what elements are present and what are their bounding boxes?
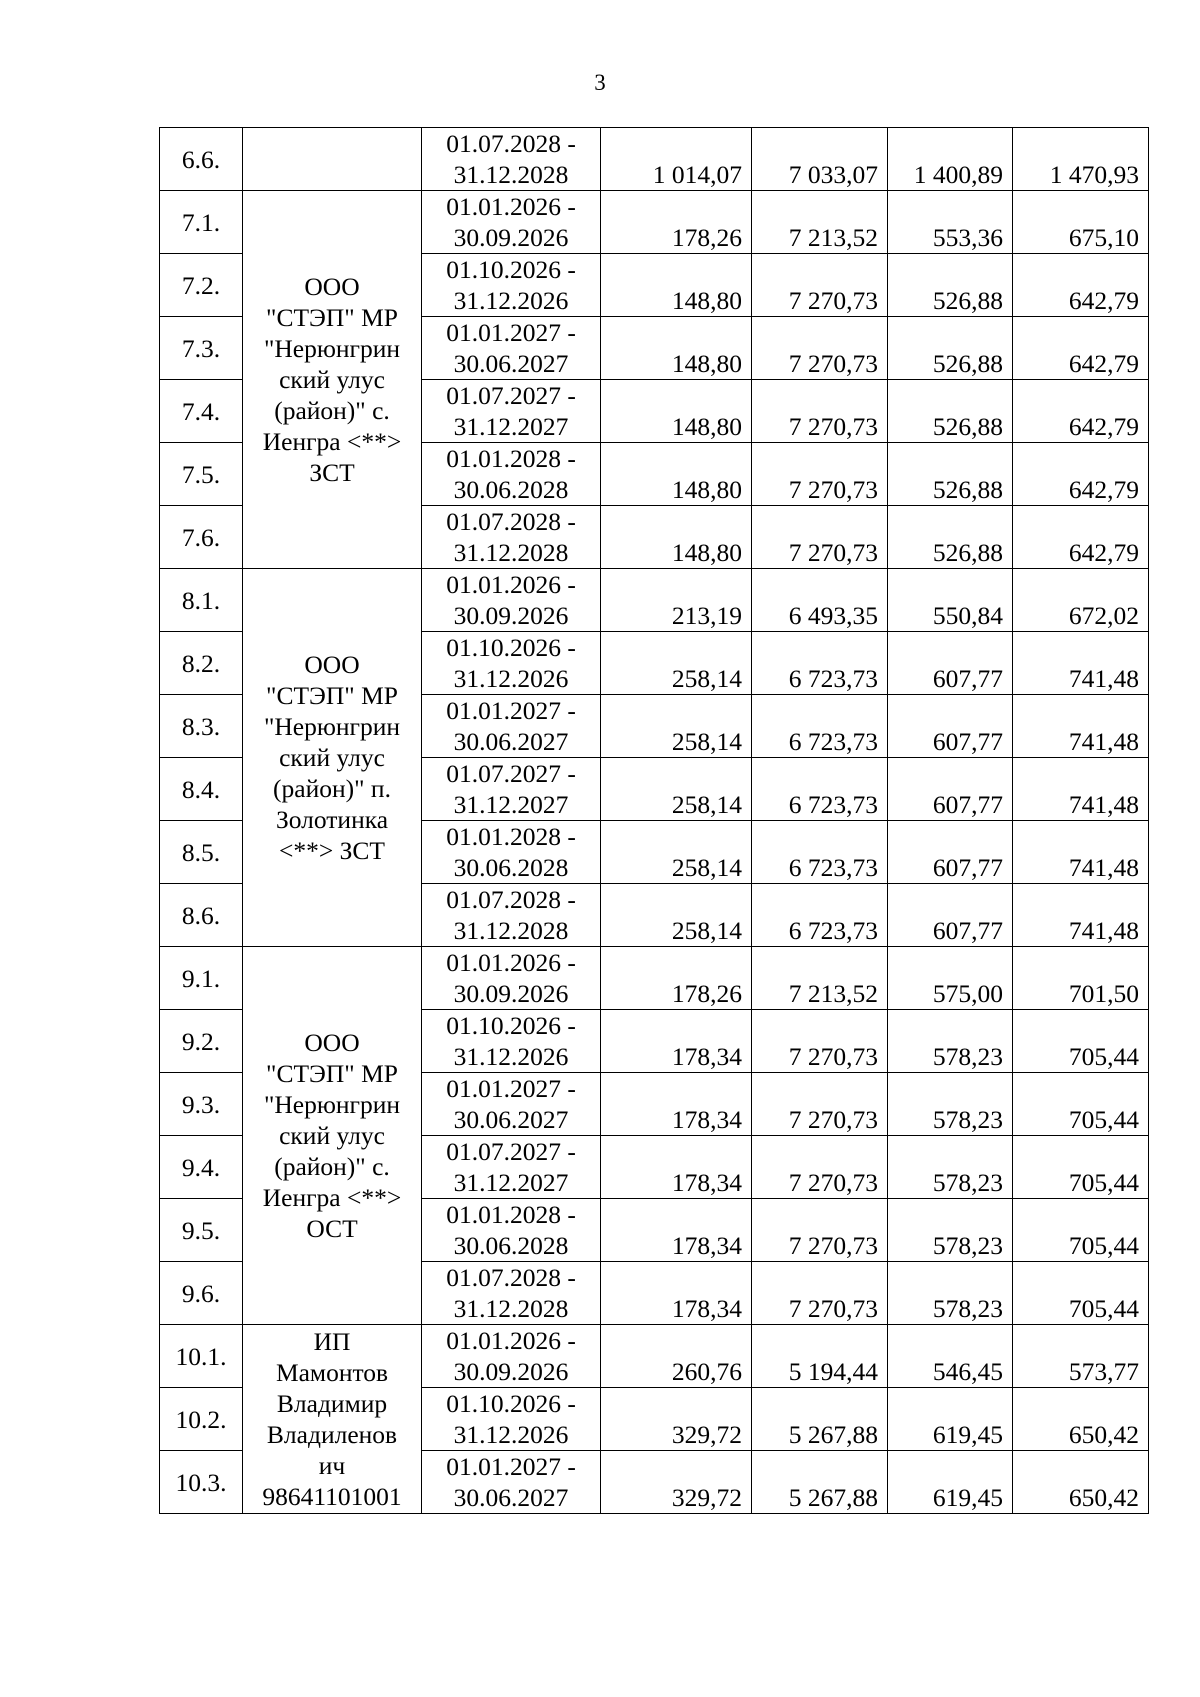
- value-cell-2: 7 270,73: [752, 1199, 888, 1262]
- period-start: 01.01.2027 -: [446, 696, 576, 725]
- value-cell-1: 260,76: [601, 1325, 752, 1388]
- period-end: 30.06.2027: [453, 1483, 569, 1512]
- value-cell-3: 578,23: [888, 1199, 1013, 1262]
- row-number: 8.5.: [160, 821, 243, 884]
- row-number: 8.4.: [160, 758, 243, 821]
- period-end: 30.09.2026: [453, 1357, 569, 1386]
- tariff-table: [159, 127, 1149, 1514]
- value-cell-1: 178,34: [601, 1010, 752, 1073]
- organization-line: ич: [318, 1451, 346, 1480]
- table-row: [160, 947, 1149, 1010]
- value-cell-3: 526,88: [888, 254, 1013, 317]
- value-cell-2: 5 267,88: [752, 1451, 888, 1514]
- organization-line: (район)" с.: [274, 396, 390, 425]
- organization-line: (район)" п.: [273, 774, 391, 803]
- period-cell: [422, 317, 601, 380]
- organization-cell: [243, 1325, 422, 1514]
- period-end: 30.09.2026: [453, 979, 569, 1008]
- period-cell: [422, 1388, 601, 1451]
- value-cell-1: 258,14: [601, 632, 752, 695]
- value-cell-1: 258,14: [601, 695, 752, 758]
- value-cell-2: 7 213,52: [752, 947, 888, 1010]
- period-end: 30.09.2026: [453, 601, 569, 630]
- value-cell-4: 705,44: [1013, 1136, 1149, 1199]
- value-cell-2: 6 493,35: [752, 569, 888, 632]
- value-cell-3: 1 400,89: [888, 128, 1013, 191]
- period-cell: [422, 821, 601, 884]
- row-number: 7.6.: [160, 506, 243, 569]
- value-cell-4: 642,79: [1013, 380, 1149, 443]
- value-cell-2: 7 270,73: [752, 1136, 888, 1199]
- row-number: 9.3.: [160, 1073, 243, 1136]
- value-cell-1: 148,80: [601, 380, 752, 443]
- organization-cell: [243, 569, 422, 947]
- table-row: [160, 1325, 1149, 1388]
- period-start: 01.10.2026 -: [446, 1011, 576, 1040]
- period-start: 01.01.2026 -: [446, 948, 576, 977]
- period-cell: [422, 1262, 601, 1325]
- value-cell-3: 607,77: [888, 884, 1013, 947]
- value-cell-1: 329,72: [601, 1388, 752, 1451]
- value-cell-1: 178,34: [601, 1073, 752, 1136]
- organization-line: ИП: [313, 1327, 351, 1356]
- period-end: 31.12.2028: [453, 160, 569, 189]
- value-cell-3: 526,88: [888, 506, 1013, 569]
- value-cell-3: 526,88: [888, 443, 1013, 506]
- value-cell-3: 619,45: [888, 1388, 1013, 1451]
- period-end: 31.12.2027: [453, 790, 569, 819]
- value-cell-1: 258,14: [601, 821, 752, 884]
- value-cell-1: 178,26: [601, 947, 752, 1010]
- period-start: 01.01.2026 -: [446, 192, 576, 221]
- row-number: 8.3.: [160, 695, 243, 758]
- value-cell-2: 7 213,52: [752, 191, 888, 254]
- period-cell: [422, 632, 601, 695]
- value-cell-3: 607,77: [888, 821, 1013, 884]
- value-cell-4: 573,77: [1013, 1325, 1149, 1388]
- period-cell: [422, 506, 601, 569]
- value-cell-3: 526,88: [888, 317, 1013, 380]
- period-end: 30.06.2028: [453, 853, 569, 882]
- value-cell-4: 705,44: [1013, 1073, 1149, 1136]
- value-cell-4: 705,44: [1013, 1199, 1149, 1262]
- organization-line: "СТЭП" МР: [266, 303, 398, 332]
- period-start: 01.10.2026 -: [446, 255, 576, 284]
- value-cell-2: 6 723,73: [752, 821, 888, 884]
- organization-line: ский улус: [279, 365, 385, 394]
- value-cell-1: 148,80: [601, 254, 752, 317]
- value-cell-1: 148,80: [601, 443, 752, 506]
- value-cell-2: 7 270,73: [752, 380, 888, 443]
- value-cell-1: 258,14: [601, 884, 752, 947]
- organization-cell: [243, 191, 422, 569]
- row-number: 10.3.: [160, 1451, 243, 1514]
- row-number: 10.1.: [160, 1325, 243, 1388]
- value-cell-3: 546,45: [888, 1325, 1013, 1388]
- value-cell-3: 553,36: [888, 191, 1013, 254]
- period-end: 30.06.2028: [453, 475, 569, 504]
- value-cell-1: 178,26: [601, 191, 752, 254]
- organization-line: ООО: [304, 650, 360, 679]
- table-row: [160, 191, 1149, 254]
- period-start: 01.01.2028 -: [446, 444, 576, 473]
- value-cell-4: 650,42: [1013, 1451, 1149, 1514]
- value-cell-4: 1 470,93: [1013, 128, 1149, 191]
- row-number: 7.1.: [160, 191, 243, 254]
- value-cell-2: 7 270,73: [752, 1262, 888, 1325]
- organization-line: ОСТ: [306, 1214, 358, 1243]
- organization-line: ЗСТ: [309, 458, 355, 487]
- period-end: 31.12.2026: [453, 1420, 569, 1449]
- value-cell-2: 5 267,88: [752, 1388, 888, 1451]
- period-cell: [422, 191, 601, 254]
- value-cell-4: 741,48: [1013, 695, 1149, 758]
- period-start: 01.01.2027 -: [446, 318, 576, 347]
- value-cell-2: 6 723,73: [752, 695, 888, 758]
- period-cell: [422, 128, 601, 191]
- period-end: 30.06.2027: [453, 1105, 569, 1134]
- period-start: 01.10.2026 -: [446, 1389, 576, 1418]
- value-cell-3: 607,77: [888, 758, 1013, 821]
- period-cell: [422, 758, 601, 821]
- organization-line: Золотинка: [275, 805, 389, 834]
- value-cell-2: 5 194,44: [752, 1325, 888, 1388]
- period-cell: [422, 443, 601, 506]
- value-cell-4: 741,48: [1013, 821, 1149, 884]
- row-number: 9.5.: [160, 1199, 243, 1262]
- organization-line: 98641101001: [262, 1482, 402, 1511]
- period-end: 31.12.2028: [453, 538, 569, 567]
- organization-line: ООО: [304, 272, 360, 301]
- period-cell: [422, 695, 601, 758]
- period-cell: [422, 1136, 601, 1199]
- row-number: 9.2.: [160, 1010, 243, 1073]
- value-cell-4: 672,02: [1013, 569, 1149, 632]
- row-number: 8.2.: [160, 632, 243, 695]
- value-cell-3: 619,45: [888, 1451, 1013, 1514]
- value-cell-1: 148,80: [601, 317, 752, 380]
- page-number: 3: [594, 70, 606, 95]
- row-number: 7.4.: [160, 380, 243, 443]
- organization-line: "СТЭП" МР: [266, 1059, 398, 1088]
- value-cell-1: 178,34: [601, 1136, 752, 1199]
- value-cell-4: 675,10: [1013, 191, 1149, 254]
- value-cell-3: 607,77: [888, 632, 1013, 695]
- organization-line: "Нерюнгрин: [263, 334, 401, 363]
- value-cell-2: 6 723,73: [752, 758, 888, 821]
- organization-cell: [243, 128, 422, 191]
- value-cell-2: 7 270,73: [752, 1073, 888, 1136]
- organization-cell: [243, 947, 422, 1325]
- row-number: 9.4.: [160, 1136, 243, 1199]
- period-cell: [422, 380, 601, 443]
- period-cell: [422, 1325, 601, 1388]
- organization-line: <**> ЗСТ: [279, 836, 385, 865]
- row-number: 9.1.: [160, 947, 243, 1010]
- period-start: 01.07.2028 -: [446, 1263, 576, 1292]
- period-start: 01.01.2027 -: [446, 1452, 576, 1481]
- value-cell-3: 550,84: [888, 569, 1013, 632]
- value-cell-4: 642,79: [1013, 443, 1149, 506]
- value-cell-3: 578,23: [888, 1262, 1013, 1325]
- period-start: 01.01.2026 -: [446, 570, 576, 599]
- value-cell-2: 7 033,07: [752, 128, 888, 191]
- row-number: 7.5.: [160, 443, 243, 506]
- period-cell: [422, 947, 601, 1010]
- value-cell-2: 7 270,73: [752, 1010, 888, 1073]
- value-cell-4: 642,79: [1013, 506, 1149, 569]
- period-cell: [422, 1073, 601, 1136]
- value-cell-2: 6 723,73: [752, 632, 888, 695]
- row-number: 7.2.: [160, 254, 243, 317]
- period-end: 31.12.2027: [453, 1168, 569, 1197]
- value-cell-3: 575,00: [888, 947, 1013, 1010]
- tariff-table-body: [160, 128, 1149, 1514]
- period-start: 01.07.2028 -: [446, 129, 576, 158]
- value-cell-3: 578,23: [888, 1010, 1013, 1073]
- value-cell-1: 1 014,07: [601, 128, 752, 191]
- organization-line: Иенгра <**>: [262, 1183, 402, 1212]
- organization-line: Владимир: [276, 1389, 388, 1418]
- period-end: 31.12.2026: [453, 286, 569, 315]
- period-start: 01.01.2027 -: [446, 1074, 576, 1103]
- value-cell-3: 526,88: [888, 380, 1013, 443]
- period-end: 31.12.2028: [453, 916, 569, 945]
- value-cell-4: 650,42: [1013, 1388, 1149, 1451]
- value-cell-2: 7 270,73: [752, 506, 888, 569]
- row-number: 8.1.: [160, 569, 243, 632]
- organization-line: ООО: [304, 1028, 360, 1057]
- period-cell: [422, 254, 601, 317]
- value-cell-4: 705,44: [1013, 1262, 1149, 1325]
- period-cell: [422, 1451, 601, 1514]
- value-cell-2: 6 723,73: [752, 884, 888, 947]
- value-cell-4: 741,48: [1013, 758, 1149, 821]
- value-cell-4: 741,48: [1013, 884, 1149, 947]
- organization-line: "Нерюнгрин: [263, 712, 401, 741]
- period-end: 30.06.2027: [453, 349, 569, 378]
- value-cell-4: 705,44: [1013, 1010, 1149, 1073]
- value-cell-4: 642,79: [1013, 317, 1149, 380]
- row-number: 9.6.: [160, 1262, 243, 1325]
- value-cell-4: 701,50: [1013, 947, 1149, 1010]
- period-end: 31.12.2026: [453, 664, 569, 693]
- period-end: 31.12.2027: [453, 412, 569, 441]
- value-cell-2: 7 270,73: [752, 317, 888, 380]
- organization-line: (район)" с.: [274, 1152, 390, 1181]
- value-cell-1: 178,34: [601, 1262, 752, 1325]
- value-cell-4: 642,79: [1013, 254, 1149, 317]
- organization-line: Иенгра <**>: [262, 427, 402, 456]
- organization-line: Мамонтов: [275, 1358, 389, 1387]
- period-end: 30.06.2027: [453, 727, 569, 756]
- period-cell: [422, 1010, 601, 1073]
- period-cell: [422, 884, 601, 947]
- period-start: 01.07.2027 -: [446, 1137, 576, 1166]
- value-cell-4: 741,48: [1013, 632, 1149, 695]
- value-cell-2: 7 270,73: [752, 443, 888, 506]
- organization-line: "Нерюнгрин: [263, 1090, 401, 1119]
- period-cell: [422, 1199, 601, 1262]
- period-end: 31.12.2028: [453, 1294, 569, 1323]
- value-cell-1: 178,34: [601, 1199, 752, 1262]
- row-number: 8.6.: [160, 884, 243, 947]
- period-start: 01.01.2028 -: [446, 822, 576, 851]
- table-row: [160, 128, 1149, 191]
- period-cell: [422, 569, 601, 632]
- period-end: 30.09.2026: [453, 223, 569, 252]
- row-number: 10.2.: [160, 1388, 243, 1451]
- period-start: 01.07.2027 -: [446, 381, 576, 410]
- organization-line: "СТЭП" МР: [266, 681, 398, 710]
- row-number: 7.3.: [160, 317, 243, 380]
- period-start: 01.07.2028 -: [446, 507, 576, 536]
- value-cell-2: 7 270,73: [752, 254, 888, 317]
- table-row: [160, 569, 1149, 632]
- period-start: 01.01.2026 -: [446, 1326, 576, 1355]
- value-cell-1: 213,19: [601, 569, 752, 632]
- value-cell-3: 578,23: [888, 1136, 1013, 1199]
- value-cell-3: 578,23: [888, 1073, 1013, 1136]
- value-cell-1: 148,80: [601, 506, 752, 569]
- period-start: 01.10.2026 -: [446, 633, 576, 662]
- value-cell-1: 329,72: [601, 1451, 752, 1514]
- period-start: 01.07.2027 -: [446, 759, 576, 788]
- period-start: 01.01.2028 -: [446, 1200, 576, 1229]
- value-cell-3: 607,77: [888, 695, 1013, 758]
- organization-line: ский улус: [279, 1121, 385, 1150]
- period-end: 31.12.2026: [453, 1042, 569, 1071]
- value-cell-1: 258,14: [601, 758, 752, 821]
- row-number: 6.6.: [160, 128, 243, 191]
- period-end: 30.06.2028: [453, 1231, 569, 1260]
- organization-line: Владиленов: [266, 1420, 398, 1449]
- period-start: 01.07.2028 -: [446, 885, 576, 914]
- organization-line: ский улус: [279, 743, 385, 772]
